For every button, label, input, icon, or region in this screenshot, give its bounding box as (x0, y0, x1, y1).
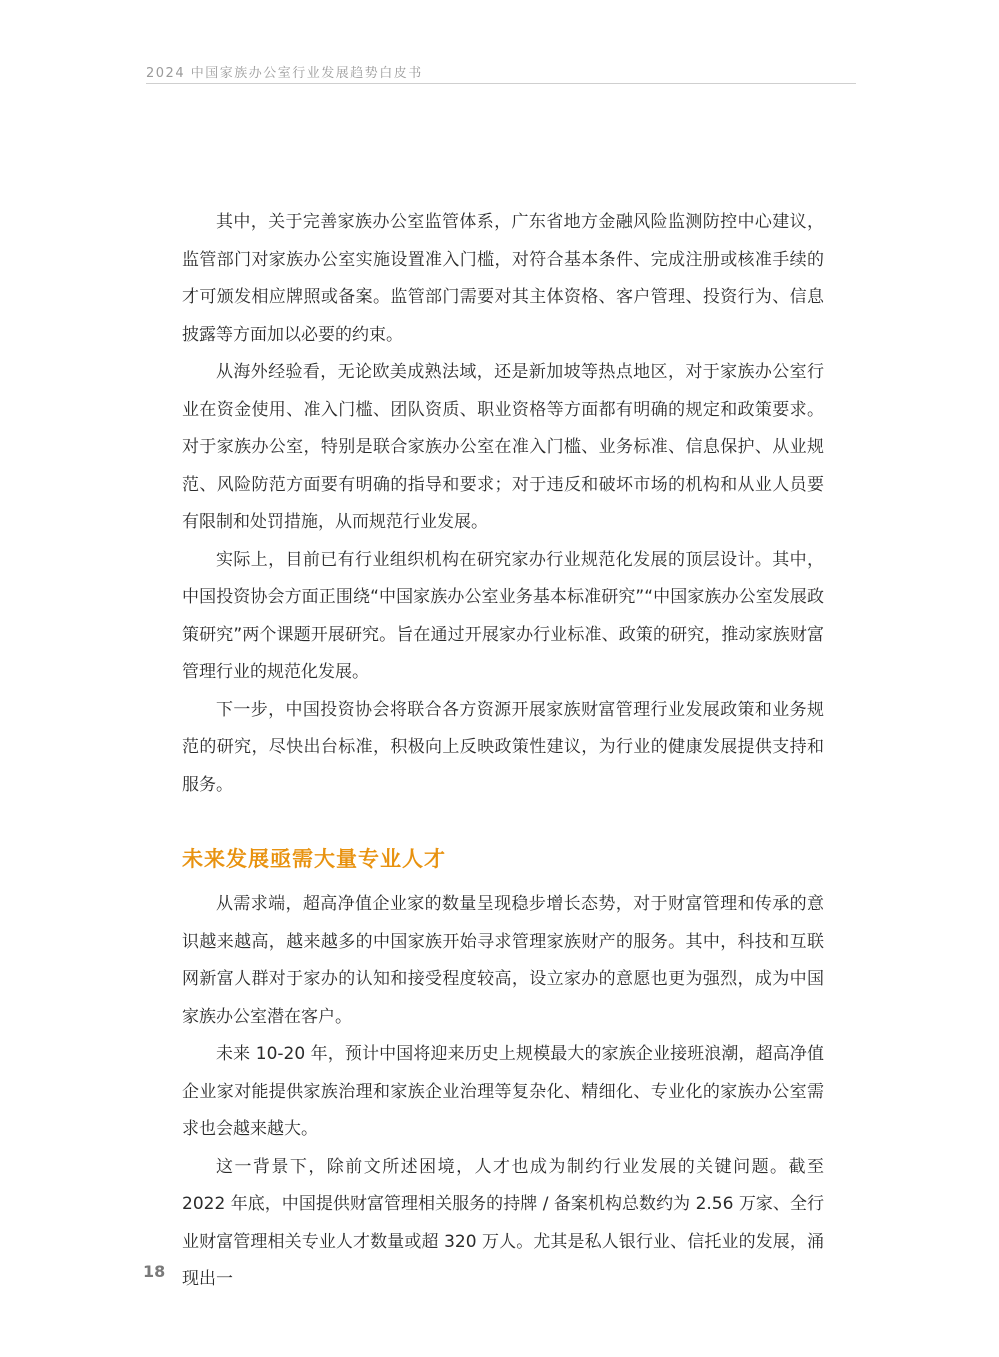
body-paragraph: 这一背景下，除前文所述困境，人才也成为制约行业发展的关键问题。截至 2022 年底，中国提供财富管理相关服务的持牌 / 备案机构总数约为 2.56 万家、全行业财富管理相关专业人才数量或超 320 万人。尤其是私人银行业、信托业的发展，涌现出一 (182, 1156, 824, 1289)
running-header-title: 2024 中国家族办公室行业发展趋势白皮书 (146, 66, 423, 81)
body-paragraph: 从需求端，超高净值企业家的数量呈现稳步增长态势，对于财富管理和传承的意识越来越高，越来越多的中国家族开始寻求管理家族财产的服务。其中，科技和互联网新富人群对于家办的认知和接受程度较高，设立家办的意愿也更为强烈，成为中国家族办公室潜在客户。 (182, 894, 824, 1027)
body-paragraph: 其中，关于完善家族办公室监管体系，广东省地方金融风险监测防控中心建议，监管部门对家族办公室实施设置准入门槛，对符合基本条件、完成注册或核准手续的才可颁发相应牌照或备案。监管部门需要对其主体资格、客户管理、投资行为、信息披露等方面加以必要的约束。 (182, 212, 824, 345)
page-number: 18 (143, 1262, 166, 1281)
body-paragraph: 实际上，目前已有行业组织机构在研究家办行业规范化发展的顶层设计。其中，中国投资协会方面正围绕“中国家族办公室业务基本标准研究”“中国家族办公室发展政策研究”两个课题开展研究。旨在通过开展家办行业标准、政策的研究，推动家族财富管理行业的规范化发展。 (182, 549, 824, 682)
body-paragraph: 从海外经验看，无论欧美成熟法域，还是新加坡等热点地区，对于家族办公室行业在资金使用、准入门槛、团队资质、职业资格等方面都有明确的规定和政策要求。对于家族办公室，特别是联合家族办公室在准入门槛、业务标准、信息保护、从业规范、风险防范方面要有明确的指导和要求；对于违反和破坏市场的机构和从业人员要有限制和处罚措施，从而规范行业发展。 (182, 362, 824, 532)
header-divider (146, 83, 856, 84)
body-paragraph: 下一步，中国投资协会将联合各方资源开展家族财富管理行业发展政策和业务规范的研究，尽快出台标准，积极向上反映政策性建议，为行业的健康发展提供支持和服务。 (182, 699, 824, 795)
body-paragraph: 未来 10-20 年，预计中国将迎来历史上规模最大的家族企业接班浪潮，超高净值企业家对能提供家族治理和家族企业治理等复杂化、精细化、专业化的家族办公室需求也会越来越大。 (182, 1044, 824, 1139)
section-heading: 未来发展亟需大量专业人才 (182, 847, 446, 871)
page-body (182, 204, 824, 1299)
